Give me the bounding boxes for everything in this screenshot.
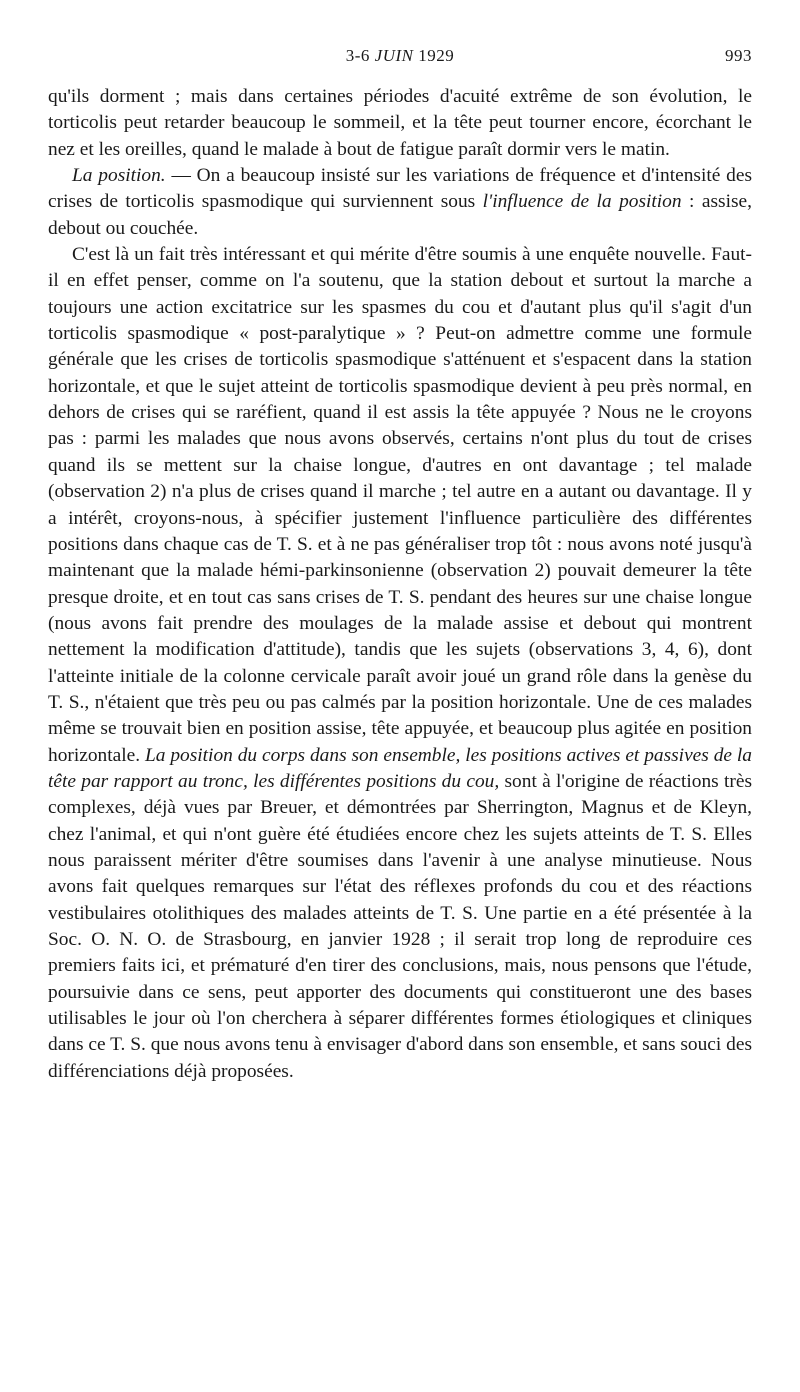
document-page bbox=[48, 42, 752, 1085]
paragraph-3-text-a: C'est là un fait très intéressant et qui mérite d'être soumis à une enquête nouvelle. Faut-il en effet penser, comme on l'a soutenu, que la station debout et surtout la marche a toujours une action excitatrice sur les spasmes du cou et d'autant plus qu'il s'agit d'un torticolis spasmodique « post-paralytique » ? Peut-on admettre comme une formule générale que les crises de torticolis spasmodique s'atténuent et s'espacent dans la station horizontale, et que le sujet atteint de torticolis spasmodique devient à peu près normal, en dehors de crises qui se raréfient, quand il est assis la tête appuyée ? Nous ne le croyons pas : parmi les malades que nous avons observés, certains n'ont plus du tout de crises quand ils se mettent sur la chaise longue, d'autres en ont davantage ; tel malade (observation 2) n'a plus de crises quand il marche ; tel autre en a autant ou davantage. Il y a intérêt, croyons-nous, à spécifier justement l'influence particulière des différentes positions dans chaque cas de T. S. et à ne pas généraliser trop tôt : nous avons noté jusqu'à maintenant que la malade hémi-parkinsonienne (observation 2) pouvait demeurer la tête presque droite, et en tout cas sans crises de T. S. pendant des heures sur une chaise longue (nous avons fait prendre des moulages de la malade assise et debout qui montrent nettement la modification d'attitude), tandis que les sujets (observations 3, 4, 6), dont l'atteinte initiale de la colonne cervicale paraît avoir joué un grand rôle dans la genèse du T. S., n'étaient que très peu ou pas calmés par la position horizontale. Une de ces malades même se trouvait bien en position assise, tête appuyée, et beaucoup plus agitée en position horizontale. bbox=[48, 244, 752, 766]
running-header bbox=[48, 42, 752, 72]
header-year: 1929 bbox=[418, 46, 455, 65]
paragraph-2-text-a: — On a beaucoup insisté sur les variations de fréquence et d'intensité des crises de torticolis spasmodique qui surviennent sous bbox=[48, 165, 752, 213]
header-month: JUIN bbox=[374, 46, 414, 65]
header-date bbox=[48, 46, 752, 66]
paragraph-2 bbox=[48, 163, 752, 242]
paragraph-3-text-b: sont à l'origine de réactions très complexes, déjà vues par Breuer, et démontrées par Sherrington, Magnus et de Kleyn, chez l'animal, et qui n'ont guère été étudiées encore chez les sujets atteints de T. S. Elles nous paraissent mériter d'être soumises dans l'avenir à une analyse minutieuse. Nous avons fait quelques remarques sur l'état des réflexes profonds du cou et des réactions vestibulaires otolithiques des malades atteints de T. S. Une partie en a été présentée à la Soc. O. N. O. de Strasbourg, en janvier 1928 ; il serait trop long de reproduire ces premiers faits ici, et prématuré d'en tirer des conclusions, mais, nous pensons que l'étude, poursuivie dans ce sens, peut apporter des documents qui constitueront une des bases utilisables le jour où l'on cherchera à séparer différentes formes étiologiques et cliniques dans ce T. S. que nous avons tenu à envisager d'abord dans son ensemble, et sans souci des différenciations déjà proposées. bbox=[48, 770, 752, 1082]
paragraph-1: qu'ils dorment ; mais dans certaines périodes d'acuité extrême de son évolution, le torticolis peut retarder beaucoup le sommeil, et la tête peut tourner encore, écorchant le nez et les oreilles, quand le malade à bout de fatigue paraît dormir vers le matin. bbox=[48, 86, 752, 160]
body-text bbox=[48, 84, 752, 1085]
section-heading-position: La position. bbox=[72, 165, 166, 187]
paragraph-3-emphasis: La position du corps dans son ensemble, les positions actives et passives de la tête par rapport au tronc, les différentes positions du cou, bbox=[48, 744, 752, 792]
paragraph-3 bbox=[48, 242, 752, 1085]
page-number: 993 bbox=[725, 46, 752, 65]
header-date-prefix: 3-6 bbox=[345, 46, 370, 65]
paragraph-2-emphasis: l'influence de la position bbox=[482, 191, 682, 213]
paragraph-2-text-b: : assise, debout ou couchée. bbox=[48, 191, 752, 239]
